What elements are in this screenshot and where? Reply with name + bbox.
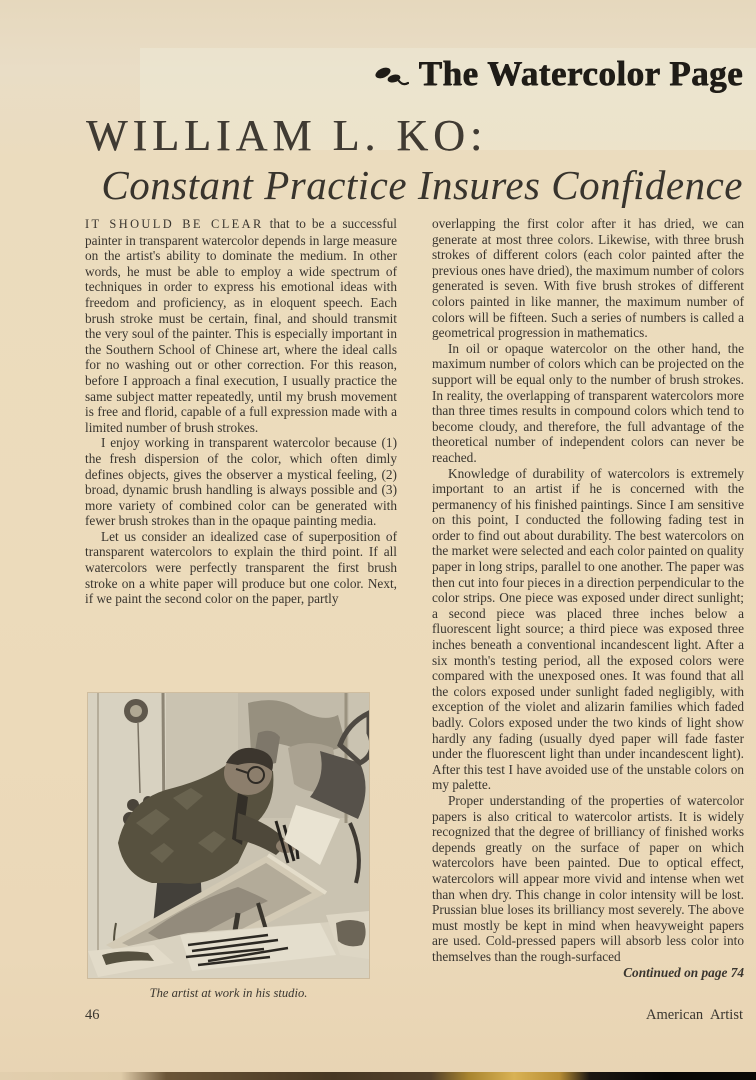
paragraph (85, 216, 397, 435)
paragraph: Let us consider an idealized case of superposition of transparent watercolors to explain the third point. If all watercolors were perfectly transparent the first brush stroke on a white paper will produce but one color. Next, if we paint the second color on the paper, partly (85, 528, 397, 607)
paragraph-text: that to be a successful painter in transparent watercolor depends in large measure on the artist's ability to dominate the medium. In other words, he must be able to employ a wide spectrum of techniques in order to express his emotional ideas with freedom and proficiency, as in eloquent speech. Each brush stroke must be certain, final, and should transmit the very soul of the painter. This is especially important in the Southern School of Chinese art, where the ideal calls for no washing out or other correction. For this reason, before I approach a final execution, I usually practice the same subject matter repeatedly, until my brush movement is free and florid, capable of a full expression made with a limited number of brush strokes. (85, 216, 397, 435)
photo-caption: The artist at work in his studio. (149, 986, 308, 1000)
scan-edge-strip (0, 1072, 756, 1080)
page-number: 46 (85, 1007, 100, 1023)
article-column-right (432, 216, 744, 980)
page-title: WILLIAM L. KO: (86, 111, 488, 160)
department-title: The Watercolor Page (418, 54, 743, 93)
paragraph: Proper understanding of the properties of watercolor papers is also critical to watercolor artists. It is widely recognized that the degree of brilliancy of finished works depends greatly on the surface of paper on which watercolors have been painted. Due to optical effect, watercolors will appear more vivid and intense when wet than when dry. This change in color intensity will be lost. Prussian blue loses its brilliancy most severely. The above must mostly be kept in mind when heavyweight papers are used. Cold-pressed papers will absorb less color into themselves than the rough-surfaced (432, 792, 744, 964)
paragraph: overlapping the first color after it has dried, we can generate at most three colors. Likewise, with three brush strokes of different colors (each color painted after the previous ones have dried), the maximum number of colors generated is seven. With five brush strokes of different colors painted in like manner, the maximum number of colors will be fifteen. Such a series of numbers is called a geometrical progression in mathematics. (432, 216, 744, 341)
article-column-left (85, 216, 397, 607)
page-subtitle: Constant Practice Insures Confidence (101, 162, 743, 208)
leaf-ornament-icon (373, 65, 409, 89)
artist-photo (88, 693, 369, 978)
paragraph: In oil or opaque watercolor on the other hand, the maximum number of colors which can be projected on the support will be equal only to the number of brush strokes. In reality, the overlapping of transparent watercolors more than three times results in compound colors which tend to become cloudy, and therefore, the full advantage of the theoretical number of independent colors can never be reached. (432, 340, 744, 465)
paragraph: Knowledge of durability of watercolors is extremely important to an artist if he is concerned with the permanency of his finished paintings. Since I am sensitive on this point, I conducted the following fading test in order to find out about durability. The best watercolors on the market were selected and each color painted on quality paper in long strips, parallel to one another. The paper was then cut into four pieces in a direction perpendicular to the color strips. One piece was exposed under direct sunlight; a second piece was placed three inches below a fluorescent light source; a third piece was exposed three inches beneath a conventional incandescent light. After a six month's testing period, all the exposed colors were compared with the unexposed ones. It was found that all the colors exposed under sunlight faded negligibly, with exception of the violet and alizarin families which faded badly. Colors exposed under the two kinds of light show hardly any fading (usually dyed paper will fade faster under the fluorescent light than under incandescent light). After this test I have avoided use of the unstable colors on my palette. (432, 465, 744, 793)
artist-photo-illustration (88, 693, 369, 978)
department-header (373, 54, 743, 94)
lead-in-text: IT SHOULD BE CLEAR (85, 217, 264, 231)
magazine-name: American Artist (645, 1007, 743, 1023)
continued-note: Continued on page 74 (623, 964, 744, 980)
paragraph: I enjoy working in transparent watercolor because (1) the fresh dispersion of the color, which often dimly defines objects, gives the observer a mystical feeling, (2) broad, dynamic brush handling is always possible and (3) more variety of combined color can be generated with fewer brush strokes than in the opaque painting media. (85, 435, 397, 529)
